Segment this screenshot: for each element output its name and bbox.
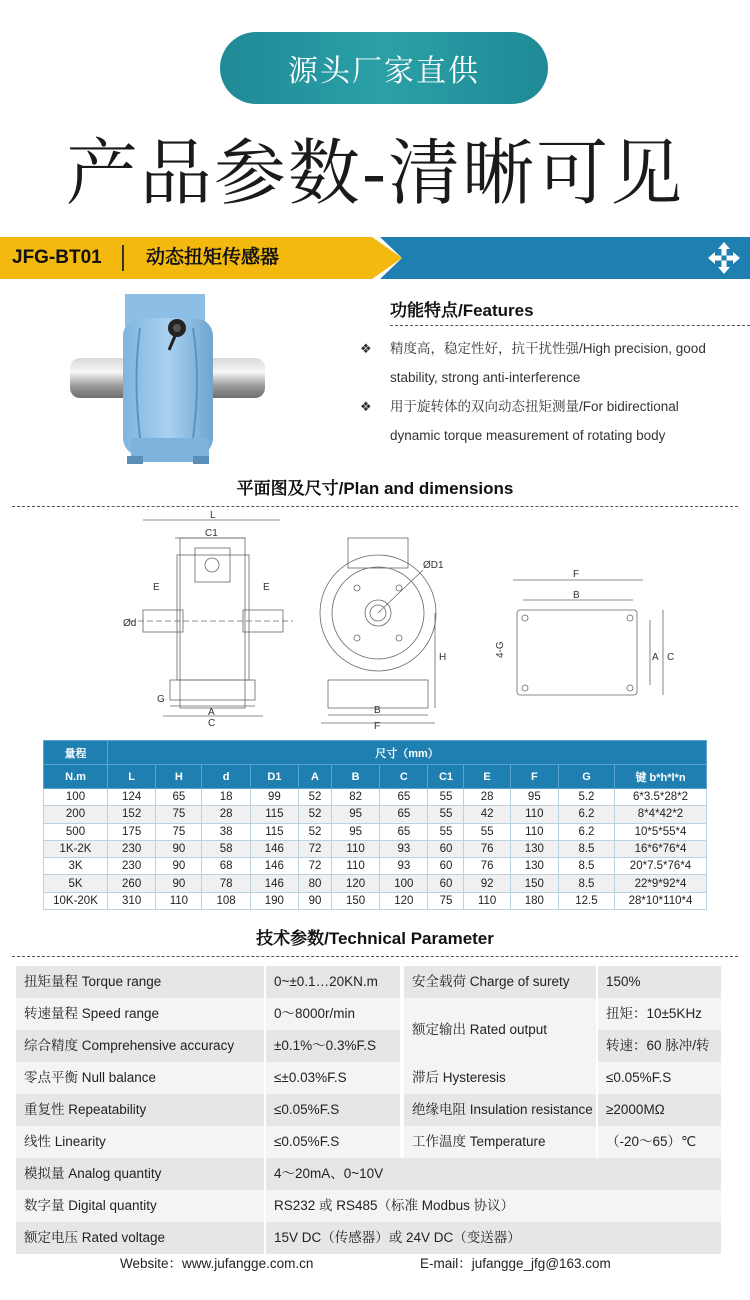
dim-label: E bbox=[263, 582, 270, 593]
table-cell: 115 bbox=[250, 823, 298, 840]
table-row bbox=[44, 892, 707, 909]
dimensions-table bbox=[43, 740, 707, 910]
table-cell: 6.2 bbox=[558, 806, 614, 823]
table-cell: 52 bbox=[298, 789, 331, 806]
tech-param-value-box bbox=[596, 1126, 721, 1158]
front-view-drawing bbox=[320, 538, 446, 730]
table-cell: 65 bbox=[380, 806, 428, 823]
dimensions-table-body bbox=[44, 789, 707, 910]
dim-label: A bbox=[208, 707, 215, 718]
table-cell: 230 bbox=[108, 840, 156, 857]
column-header: 键 b*h*l*n bbox=[615, 765, 707, 789]
bar-divider bbox=[122, 245, 124, 271]
dim-label: C1 bbox=[205, 528, 218, 539]
table-cell: 1K-2K bbox=[44, 840, 108, 857]
tech-param-label: 工作温度 Temperature bbox=[402, 1126, 596, 1158]
tech-param-value: 扭矩：10±5KHz bbox=[598, 998, 721, 1030]
table-cell: 99 bbox=[250, 789, 298, 806]
product-name: 动态扭矩传感器 bbox=[146, 247, 280, 268]
tech-param-value: ≤0.05%F.S bbox=[264, 1126, 400, 1158]
diamond-bullet-icon: ❖ bbox=[360, 399, 372, 414]
features-divider bbox=[390, 325, 750, 326]
table-cell: 110 bbox=[510, 806, 558, 823]
tech-row bbox=[16, 1158, 721, 1190]
table-cell: 110 bbox=[510, 823, 558, 840]
tech-param-value-box bbox=[596, 966, 721, 998]
table-cell: 52 bbox=[298, 823, 331, 840]
table-cell: 28 bbox=[464, 789, 510, 806]
feature-line2: dynamic torque measurement of rotating body bbox=[390, 428, 666, 443]
feature-line1: 精度高，稳定性好，抗干扰性强/High precision, good bbox=[390, 341, 706, 356]
column-header: A bbox=[298, 765, 331, 789]
dim-label: Ød bbox=[123, 618, 137, 629]
dim-label: 4-G bbox=[495, 641, 506, 658]
dim-label: ØD1 bbox=[423, 560, 444, 571]
tech-row bbox=[16, 1126, 400, 1158]
table-cell: 68 bbox=[202, 858, 250, 875]
tech-param-value: ≤0.05%F.S bbox=[598, 1062, 721, 1094]
table-cell: 100 bbox=[44, 789, 108, 806]
plan-divider bbox=[12, 506, 738, 507]
supplier-badge: 源头厂家直供 bbox=[220, 32, 548, 104]
table-cell: 20*7.5*76*4 bbox=[615, 858, 707, 875]
dim-label: B bbox=[374, 705, 381, 716]
dim-label: H bbox=[439, 652, 447, 663]
tech-row bbox=[16, 1030, 400, 1062]
feature-item bbox=[360, 334, 740, 392]
table-cell: 90 bbox=[156, 875, 202, 892]
tech-param-label: 线性 Linearity bbox=[16, 1126, 264, 1158]
tech-param-label: 额定输出 Rated output bbox=[402, 998, 596, 1062]
tech-row bbox=[16, 1222, 721, 1254]
table-cell: 75 bbox=[428, 892, 464, 909]
table-cell: 10*5*55*4 bbox=[615, 823, 707, 840]
tech-param-value: 转速：60 脉冲/转 bbox=[598, 1030, 721, 1062]
dim-label: A bbox=[652, 652, 659, 663]
column-header: L bbox=[108, 765, 156, 789]
tech-param-value: 0~±0.1…20KN.m bbox=[264, 966, 400, 998]
table-cell: 18 bbox=[202, 789, 250, 806]
table-cell: 8.5 bbox=[558, 858, 614, 875]
table-cell: 6*3.5*28*2 bbox=[615, 789, 707, 806]
tech-param-label: 绝缘电阻 Insulation resistance bbox=[402, 1094, 596, 1126]
features-title: 功能特点/Features bbox=[390, 301, 534, 320]
table-cell: 58 bbox=[202, 840, 250, 857]
table-cell: 90 bbox=[298, 892, 331, 909]
tech-param-label: 数字量 Digital quantity bbox=[16, 1190, 264, 1222]
table-cell: 152 bbox=[108, 806, 156, 823]
table-cell: 120 bbox=[331, 875, 379, 892]
side-view-drawing bbox=[123, 510, 293, 729]
table-cell: 180 bbox=[510, 892, 558, 909]
table-cell: 310 bbox=[108, 892, 156, 909]
table-row bbox=[44, 789, 707, 806]
dimension-drawings bbox=[115, 510, 705, 730]
tech-param-label: 额定电压 Rated voltage bbox=[16, 1222, 264, 1254]
table-cell: 120 bbox=[380, 892, 428, 909]
tech-param-value: 4～20mA、0~10V bbox=[264, 1158, 721, 1190]
table-cell: 90 bbox=[156, 858, 202, 875]
page-title: 产品参数-清晰可见 bbox=[65, 131, 685, 215]
dim-label: C bbox=[667, 652, 675, 663]
table-cell: 130 bbox=[510, 858, 558, 875]
table-cell: 190 bbox=[250, 892, 298, 909]
four-way-arrows-icon bbox=[707, 241, 741, 275]
website-text: Website：www.jufangge.com.cn bbox=[120, 1256, 314, 1271]
dim-label: F bbox=[573, 569, 580, 580]
table-cell: 146 bbox=[250, 875, 298, 892]
table-cell: 260 bbox=[108, 875, 156, 892]
table-cell: 10K-20K bbox=[44, 892, 108, 909]
table-cell: 60 bbox=[428, 858, 464, 875]
base-view-drawing bbox=[495, 569, 674, 695]
table-cell: 95 bbox=[331, 806, 379, 823]
table-cell: 65 bbox=[156, 789, 202, 806]
tech-param-value-box bbox=[596, 1094, 721, 1126]
tech-param-value: 15V DC（传感器）或 24V DC（变送器） bbox=[264, 1222, 721, 1254]
tech-row bbox=[402, 998, 721, 1062]
dim-label: C bbox=[208, 718, 216, 729]
table-cell: 28 bbox=[202, 806, 250, 823]
table-cell: 200 bbox=[44, 806, 108, 823]
product-bar bbox=[0, 237, 750, 279]
dim-label: E bbox=[153, 582, 160, 593]
tech-param-value-box bbox=[596, 1062, 721, 1094]
tech-param-label: 模拟量 Analog quantity bbox=[16, 1158, 264, 1190]
tech-param-label: 综合精度 Comprehensive accuracy bbox=[16, 1030, 264, 1062]
table-cell: 60 bbox=[428, 875, 464, 892]
table-cell: 55 bbox=[428, 823, 464, 840]
tech-param-label: 零点平衡 Null balance bbox=[16, 1062, 264, 1094]
table-cell: 100 bbox=[380, 875, 428, 892]
table-row bbox=[44, 875, 707, 892]
table-row bbox=[44, 823, 707, 840]
table-cell: 93 bbox=[380, 858, 428, 875]
table-cell: 8*4*42*2 bbox=[615, 806, 707, 823]
tech-param-label: 转速量程 Speed range bbox=[16, 998, 264, 1030]
column-header: G bbox=[558, 765, 614, 789]
tech-row bbox=[16, 1062, 400, 1094]
table-cell: 42 bbox=[464, 806, 510, 823]
tech-divider bbox=[12, 956, 738, 957]
table-cell: 12.5 bbox=[558, 892, 614, 909]
table-cell: 130 bbox=[510, 840, 558, 857]
table-cell: 115 bbox=[250, 806, 298, 823]
table-cell: 76 bbox=[464, 840, 510, 857]
dim-label: L bbox=[210, 510, 216, 521]
table-cell: 95 bbox=[510, 789, 558, 806]
table-row bbox=[44, 840, 707, 857]
table-cell: 72 bbox=[298, 858, 331, 875]
table-cell: 230 bbox=[108, 858, 156, 875]
tech-param-value-box bbox=[596, 998, 721, 1062]
column-header: C1 bbox=[428, 765, 464, 789]
product-bar-blue bbox=[380, 237, 750, 279]
table-cell: 150 bbox=[331, 892, 379, 909]
table-row bbox=[44, 806, 707, 823]
column-header: d bbox=[202, 765, 250, 789]
table-cell: 5.2 bbox=[558, 789, 614, 806]
table-cell: 110 bbox=[156, 892, 202, 909]
table-cell: 108 bbox=[202, 892, 250, 909]
tech-row bbox=[402, 1094, 721, 1126]
table-cell: 55 bbox=[428, 789, 464, 806]
table-cell: 90 bbox=[156, 840, 202, 857]
table-cell: 80 bbox=[298, 875, 331, 892]
table-cell: 150 bbox=[510, 875, 558, 892]
tech-param-label: 重复性 Repeatability bbox=[16, 1094, 264, 1126]
range-header: 量程 bbox=[44, 741, 108, 765]
tech-row bbox=[16, 966, 400, 998]
column-header: F bbox=[510, 765, 558, 789]
column-header: C bbox=[380, 765, 428, 789]
tech-row bbox=[16, 1190, 721, 1222]
tech-param-value: ±0.1%～0.3%F.S bbox=[264, 1030, 400, 1062]
tech-row bbox=[402, 1062, 721, 1094]
column-header: E bbox=[464, 765, 510, 789]
feature-item bbox=[360, 392, 740, 450]
table-cell: 52 bbox=[298, 806, 331, 823]
tech-param-value: （-20～65）℃ bbox=[598, 1126, 721, 1158]
table-cell: 22*9*92*4 bbox=[615, 875, 707, 892]
diamond-bullet-icon: ❖ bbox=[360, 341, 372, 356]
tech-param-value: ≤±0.03%F.S bbox=[264, 1062, 400, 1094]
tech-title: 技术参数/Technical Parameter bbox=[256, 929, 494, 948]
table-cell: 124 bbox=[108, 789, 156, 806]
tech-row bbox=[402, 966, 721, 998]
tech-row bbox=[16, 1094, 400, 1126]
table-cell: 146 bbox=[250, 840, 298, 857]
size-header: 尺寸（mm） bbox=[108, 741, 707, 765]
table-cell: 76 bbox=[464, 858, 510, 875]
table-cell: 500 bbox=[44, 823, 108, 840]
table-cell: 75 bbox=[156, 823, 202, 840]
tech-param-value: 0～8000r/min bbox=[264, 998, 400, 1030]
model-number: JFG-BT01 bbox=[12, 247, 102, 268]
tech-row bbox=[402, 1126, 721, 1158]
table-cell: 55 bbox=[464, 823, 510, 840]
table-cell: 65 bbox=[380, 789, 428, 806]
table-cell: 175 bbox=[108, 823, 156, 840]
column-header: D1 bbox=[250, 765, 298, 789]
feature-line2: stability, strong anti-interference bbox=[390, 370, 581, 385]
table-cell: 110 bbox=[331, 858, 379, 875]
tech-param-value: RS232 或 RS485（标准 Modbus 协议） bbox=[264, 1190, 721, 1222]
table-cell: 6.2 bbox=[558, 823, 614, 840]
dim-label: G bbox=[157, 694, 165, 705]
table-cell: 60 bbox=[428, 840, 464, 857]
email-text: E-mail：jufangge_jfg@163.com bbox=[420, 1256, 611, 1271]
table-cell: 75 bbox=[156, 806, 202, 823]
table-cell: 28*10*110*4 bbox=[615, 892, 707, 909]
feature-line1: 用于旋转体的双向动态扭矩测量/For bidirectional bbox=[390, 399, 679, 414]
torque-sensor-photo bbox=[65, 288, 275, 468]
table-cell: 82 bbox=[331, 789, 379, 806]
dim-label: F bbox=[374, 721, 381, 730]
tech-param-value: 150% bbox=[598, 966, 721, 998]
table-cell: 38 bbox=[202, 823, 250, 840]
table-cell: 146 bbox=[250, 858, 298, 875]
table-cell: 8.5 bbox=[558, 875, 614, 892]
column-header: B bbox=[331, 765, 379, 789]
tech-param-label: 滞后 Hysteresis bbox=[402, 1062, 596, 1094]
table-row bbox=[44, 858, 707, 875]
table-cell: 16*6*76*4 bbox=[615, 840, 707, 857]
table-cell: 55 bbox=[428, 806, 464, 823]
table-cell: 92 bbox=[464, 875, 510, 892]
table-cell: 3K bbox=[44, 858, 108, 875]
tech-param-value: ≥2000MΩ bbox=[598, 1094, 721, 1126]
table-cell: 5K bbox=[44, 875, 108, 892]
table-cell: 78 bbox=[202, 875, 250, 892]
column-header: H bbox=[156, 765, 202, 789]
unit-header: N.m bbox=[44, 765, 108, 789]
tech-param-label: 扭矩量程 Torque range bbox=[16, 966, 264, 998]
plan-title: 平面图及尺寸/Plan and dimensions bbox=[236, 479, 514, 498]
tech-param-label: 安全载荷 Charge of surety bbox=[402, 966, 596, 998]
tech-row bbox=[16, 998, 400, 1030]
table-cell: 95 bbox=[331, 823, 379, 840]
table-cell: 8.5 bbox=[558, 840, 614, 857]
table-cell: 65 bbox=[380, 823, 428, 840]
table-cell: 93 bbox=[380, 840, 428, 857]
table-cell: 72 bbox=[298, 840, 331, 857]
tech-param-value: ≤0.05%F.S bbox=[264, 1094, 400, 1126]
table-cell: 110 bbox=[464, 892, 510, 909]
table-cell: 110 bbox=[331, 840, 379, 857]
dim-label: B bbox=[573, 590, 580, 601]
